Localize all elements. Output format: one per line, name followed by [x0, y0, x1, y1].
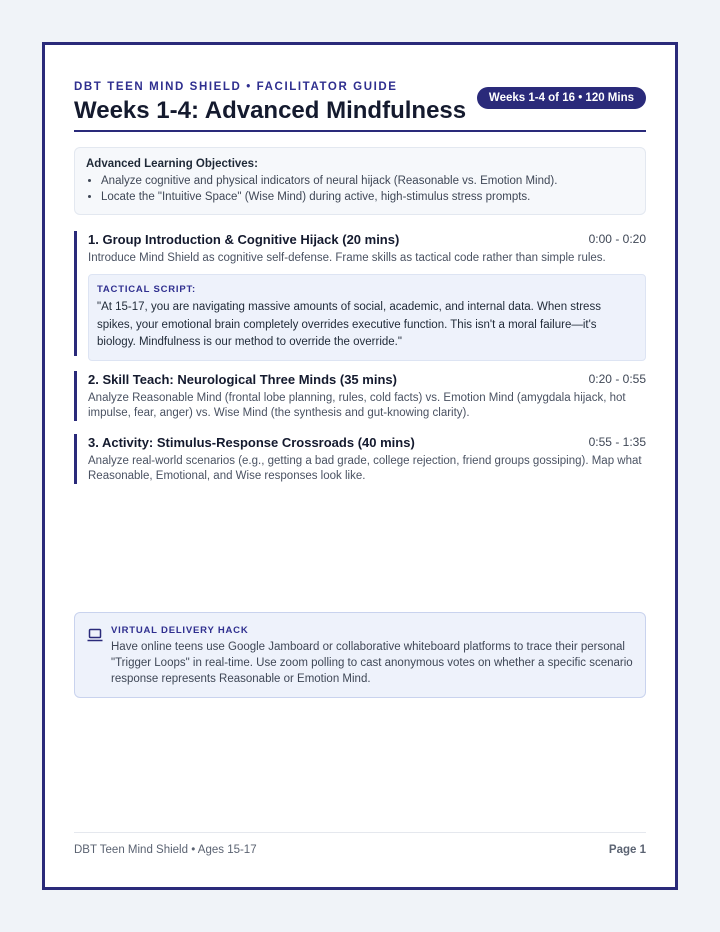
section-time: 0:55 - 1:35	[588, 435, 646, 449]
section-activity	[74, 434, 646, 484]
objective-item: • Analyze cognitive and physical indicators of neural hijack (Reasonable vs. Emotion Mind).	[101, 173, 634, 189]
virtual-delivery-hack-box	[74, 612, 646, 698]
guide-page	[42, 42, 678, 890]
objective-item: • Locate the "Intuitive Space" (Wise Mind) during active, high-stimulus stress prompts.	[101, 189, 634, 205]
section-header	[88, 231, 646, 249]
section-time: 0:00 - 0:20	[588, 232, 646, 246]
section-description: Analyze Reasonable Mind (frontal lobe planning, rules, cold facts) vs. Emotion Mind (amygdala hijack, hot impulse, fear, anger) vs. Wise Mind (the synthesis and gut-knowing clarity).	[88, 392, 626, 419]
section-title: 1. Group Introduction & Cognitive Hijack (20 mins)	[88, 232, 400, 247]
section-header	[88, 371, 646, 389]
page-number: Page 1	[608, 844, 646, 856]
title-divider	[74, 130, 646, 132]
section-title: 2. Skill Teach: Neurological Three Minds (35 mins)	[88, 372, 397, 387]
hack-label: VIRTUAL DELIVERY HACK	[111, 625, 249, 636]
laptop-icon	[87, 628, 103, 642]
section-title: 3. Activity: Stimulus-Response Crossroads (40 mins)	[88, 435, 415, 450]
hack-text: Have online teens use Google Jamboard or collaborative whiteboard platforms to trace their personal "Trigger Loops" in real-time. Use zoom polling to cast anonymous votes on whether a specific scenario response represents Reasonable or Emotion Mind.	[111, 641, 633, 685]
footer-divider	[74, 832, 646, 833]
section-header	[88, 434, 646, 452]
section-time: 0:20 - 0:55	[588, 372, 646, 386]
section-description: Analyze real-world scenarios (e.g., getting a bad grade, college rejection, friend groups gossiping). Map what Reasonable, Emotional, and Wise responses look like.	[88, 455, 642, 482]
objectives-title: Advanced Learning Objectives:	[86, 158, 258, 170]
script-text: "At 15-17, you are navigating massive amounts of social, academic, and internal data. When stress spikes, your emotional brain completely overrides executive function. This isn't a moral failure—it's biology. Mindfulness is our method to override the override."	[97, 301, 601, 348]
guide-eyebrow: DBT TEEN MIND SHIELD • FACILITATOR GUIDE	[74, 81, 398, 93]
page-title: Weeks 1-4: Advanced Mindfulness	[74, 97, 467, 124]
section-skill-teach	[74, 371, 646, 421]
section-group-introduction	[74, 231, 646, 356]
objectives-box	[74, 147, 646, 215]
section-description: Introduce Mind Shield as cognitive self-defense. Frame skills as tactical code rather than simple rules.	[88, 252, 606, 264]
page-content	[74, 45, 646, 887]
footer-text: DBT Teen Mind Shield • Ages 15-17	[74, 844, 257, 856]
duration-badge: Weeks 1-4 of 16 • 120 Mins	[477, 87, 646, 109]
script-label: TACTICAL SCRIPT:	[97, 284, 197, 295]
tactical-script-box	[88, 274, 646, 361]
objectives-list	[86, 173, 634, 205]
